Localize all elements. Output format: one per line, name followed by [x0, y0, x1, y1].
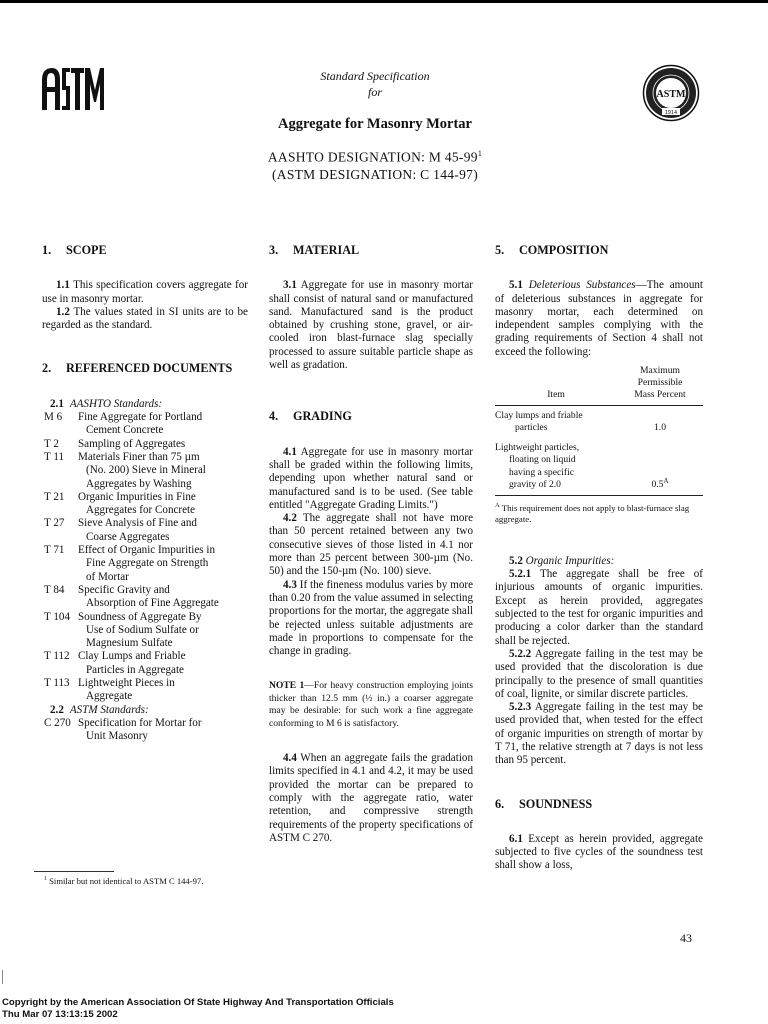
astm-standards-label: 2.2 ASTM Standards:: [50, 703, 149, 716]
section-heading-grading: 4. GRADING: [269, 409, 352, 424]
table-header-value: Maximum Permissible Mass Percent: [634, 365, 686, 401]
reference-code: T 84: [44, 583, 65, 596]
reference-title: Soundness of Aggregate By Use of Sodium Sulfate or Magnesium Sulfate: [78, 610, 202, 650]
reference-code: C 270: [44, 716, 71, 729]
section-heading-refdocs: 2. REFERENCED DOCUMENTS: [42, 361, 233, 376]
reference-title: Specification for Mortar for Unit Masonry: [78, 716, 202, 743]
reference-item: [42, 411, 248, 438]
reference-title: Fine Aggregate for Portland Cement Concrete: [78, 411, 203, 437]
reference-item: [42, 717, 248, 744]
reference-item: [42, 584, 248, 611]
footnote-rule: [34, 871, 114, 872]
grading-para-4.1: 4.1 Aggregate for use in masonry mortar shall be graded within the following limits, depending upon whether natural sand or manufactured sand is to be used. (See table entitled "Aggregate Grading Limits."): [269, 445, 473, 511]
reference-code: T 104: [44, 610, 70, 623]
reference-code: T 113: [44, 677, 70, 690]
reference-item: [42, 438, 248, 451]
top-rule: [0, 0, 768, 3]
seal-year: 1914: [664, 110, 678, 116]
astm-seal-icon: [642, 64, 700, 122]
composition-para-5.2.2: 5.2.2 Aggregate failing in the test may be used provided that the discoloration is due principally to the presence of small quantities of coal, lignite, or similar discrete particles.: [495, 647, 703, 700]
section-heading-scope: 1. SCOPE: [42, 243, 107, 257]
copyright-timestamp: Thu Mar 07 13:13:15 2002: [2, 1009, 118, 1020]
reference-code: T 2: [44, 437, 59, 450]
reference-item: [42, 650, 248, 677]
designations: [180, 145, 570, 183]
aashto-standards-list: [42, 411, 248, 704]
column-1: [42, 244, 248, 744]
reference-title: Specific Gravity and Absorption of Fine Aggregate: [78, 583, 219, 610]
reference-item: [42, 491, 248, 518]
table-footnote: $^A$ This requirement does not apply to blast-furnace slag aggregate.: [495, 495, 703, 525]
deleterious-substances-table: [495, 365, 703, 525]
grading-para-4.2: 4.2 The aggregate shall not have more than 50 percent retained between any two consecutive sieves of those listed in 4.1 nor more than 25 percent between 300-µm (No. 50) and the 150-µm (No. 100) sieve.: [269, 512, 473, 578]
reference-title: Organic Impurities in Fine Aggregates for Concrete: [78, 490, 196, 517]
column-2: [269, 244, 473, 845]
section-heading-soundness: 6. SOUNDNESS: [495, 796, 593, 811]
astm-logo: [38, 62, 106, 114]
reference-item: [42, 611, 248, 651]
composition-para-5.2: 5.2 Organic Impurities:: [509, 554, 615, 567]
table-row: Clay lumps and friable particles 1.0: [495, 409, 666, 433]
reference-code: T 21: [44, 490, 65, 503]
document-title: Aggregate for Masonry Mortar: [278, 116, 472, 132]
scope-para-1.1: 1.1 This specification covers aggregate for use in masonry mortar.: [42, 279, 248, 305]
page-number: 43: [680, 931, 692, 945]
composition-para-5.2.3: 5.2.3 Aggregate failing in the test may be used provided that, when tested for the effect of organic impurities on strength of mortar by T 71, the relative strength at 7 days is not less than 95 percent.: [495, 701, 703, 767]
reference-code: T 27: [44, 517, 65, 530]
reference-title: Sieve Analysis of Fine and Coarse Aggregates: [78, 517, 197, 543]
reference-code: T 71: [44, 544, 65, 557]
table-row: Lightweight particles, floating on liquid having a specific gravity of 2.0 $0.5^A$: [495, 442, 669, 490]
copyright-line: Copyright by the American Association Of State Highway And Transportation Officials: [2, 997, 394, 1008]
reference-title: Lightweight Pieces in Aggregate: [78, 677, 175, 703]
svg-text:ASTM: ASTM: [656, 89, 686, 100]
footnote: $^1$ Similar but not identical to ASTM C 144-97.: [44, 876, 204, 886]
reference-title: Effect of Organic Impurities in Fine Aggregate on Strength of Mortar: [78, 544, 215, 583]
grading-para-4.4: 4.4 When an aggregate fails the gradation limits specified in 4.1 and 4.2, it may be used provided the mortar can be prepared to comply with the aggregate ratio, water retention, and compressive strength requirements of the property specifications of ASTM C 270.: [269, 752, 473, 844]
aashto-designation: AASHTO DESIGNATION: M $45-99^1$: [267, 149, 483, 165]
reference-item: [42, 544, 248, 584]
section-heading-composition: 5. COMPOSITION: [495, 243, 609, 257]
composition-para-5.2.1: 5.2.1 The aggregate shall be free of injurious amounts of organic impurities. Except as herein provided, aggregates subjected to the test for organic impurities and producing a color darker than the standard shall be rejected.: [495, 568, 703, 647]
grading-para-4.3: 4.3 If the fineness modulus varies by more than 0.20 from the value assumed in selecting proportions for the mortar, the aggregate shall be rejected unless suitable adjustments are made in proportions to compensate for the change in grading.: [269, 578, 473, 658]
reference-title: Clay Lumps and Friable Particles in Aggregate: [78, 650, 186, 676]
scope-para-1.2: 1.2 The values stated in SI units are to be regarded as the standard.: [42, 305, 248, 332]
material-para-3.1: 3.1 Aggregate for use in masonry mortar shall consist of natural sand or manufactured sand. Manufactured sand is the product obtained by crushing stone, gravel, or air-cooled iron blast-furnace slag specially processed to assure suitable particle shape as well as gradation.: [269, 279, 473, 372]
column-3: [495, 244, 703, 873]
soundness-para-6.1: 6.1 Except as herein provided, aggregate subjected to five cycles of the soundness test shall show a loss,: [495, 832, 703, 872]
margin-mark: [2, 970, 3, 984]
spec-line-1: Standard Specification: [320, 69, 430, 83]
reference-code: T 11: [44, 450, 65, 463]
aashto-standards-label: 2.1 AASHTO Standards:: [50, 397, 163, 410]
reference-title: Materials Finer than 75 µm (No. 200) Sieve in Mineral Aggregates by Washing: [78, 450, 206, 490]
astm-standards-list: [42, 717, 248, 744]
spec-line-2: for: [367, 85, 382, 99]
grading-note-1: NOTE 1—For heavy construction employing joints thicker than 12.5 mm (½ in.) a coarser aggregate may be desirable: for such work a fine aggregate conforming to M 6 is satisfactory.: [269, 680, 473, 729]
reference-item: [42, 677, 248, 704]
reference-title: Sampling of Aggregates: [78, 437, 186, 450]
reference-code: M 6: [44, 411, 63, 424]
spec-caption: [180, 68, 570, 100]
reference-item: [42, 451, 248, 491]
copyright-notice: [2, 997, 394, 1021]
section-heading-material: 3. MATERIAL: [269, 243, 360, 257]
astm-designation: (ASTM DESIGNATION: C 144-97): [271, 166, 478, 182]
table-header: [495, 365, 703, 406]
table-header-item: Item: [547, 389, 565, 401]
reference-code: T 112: [44, 650, 70, 663]
composition-para-5.1: 5.1 Deleterious Substances—The amount of deleterious substances in aggregate for masonry mortar, each determined on independent samples complying with the grading requirements of Section 4 shall not exceed the following:: [495, 279, 703, 358]
reference-item: [42, 517, 248, 544]
